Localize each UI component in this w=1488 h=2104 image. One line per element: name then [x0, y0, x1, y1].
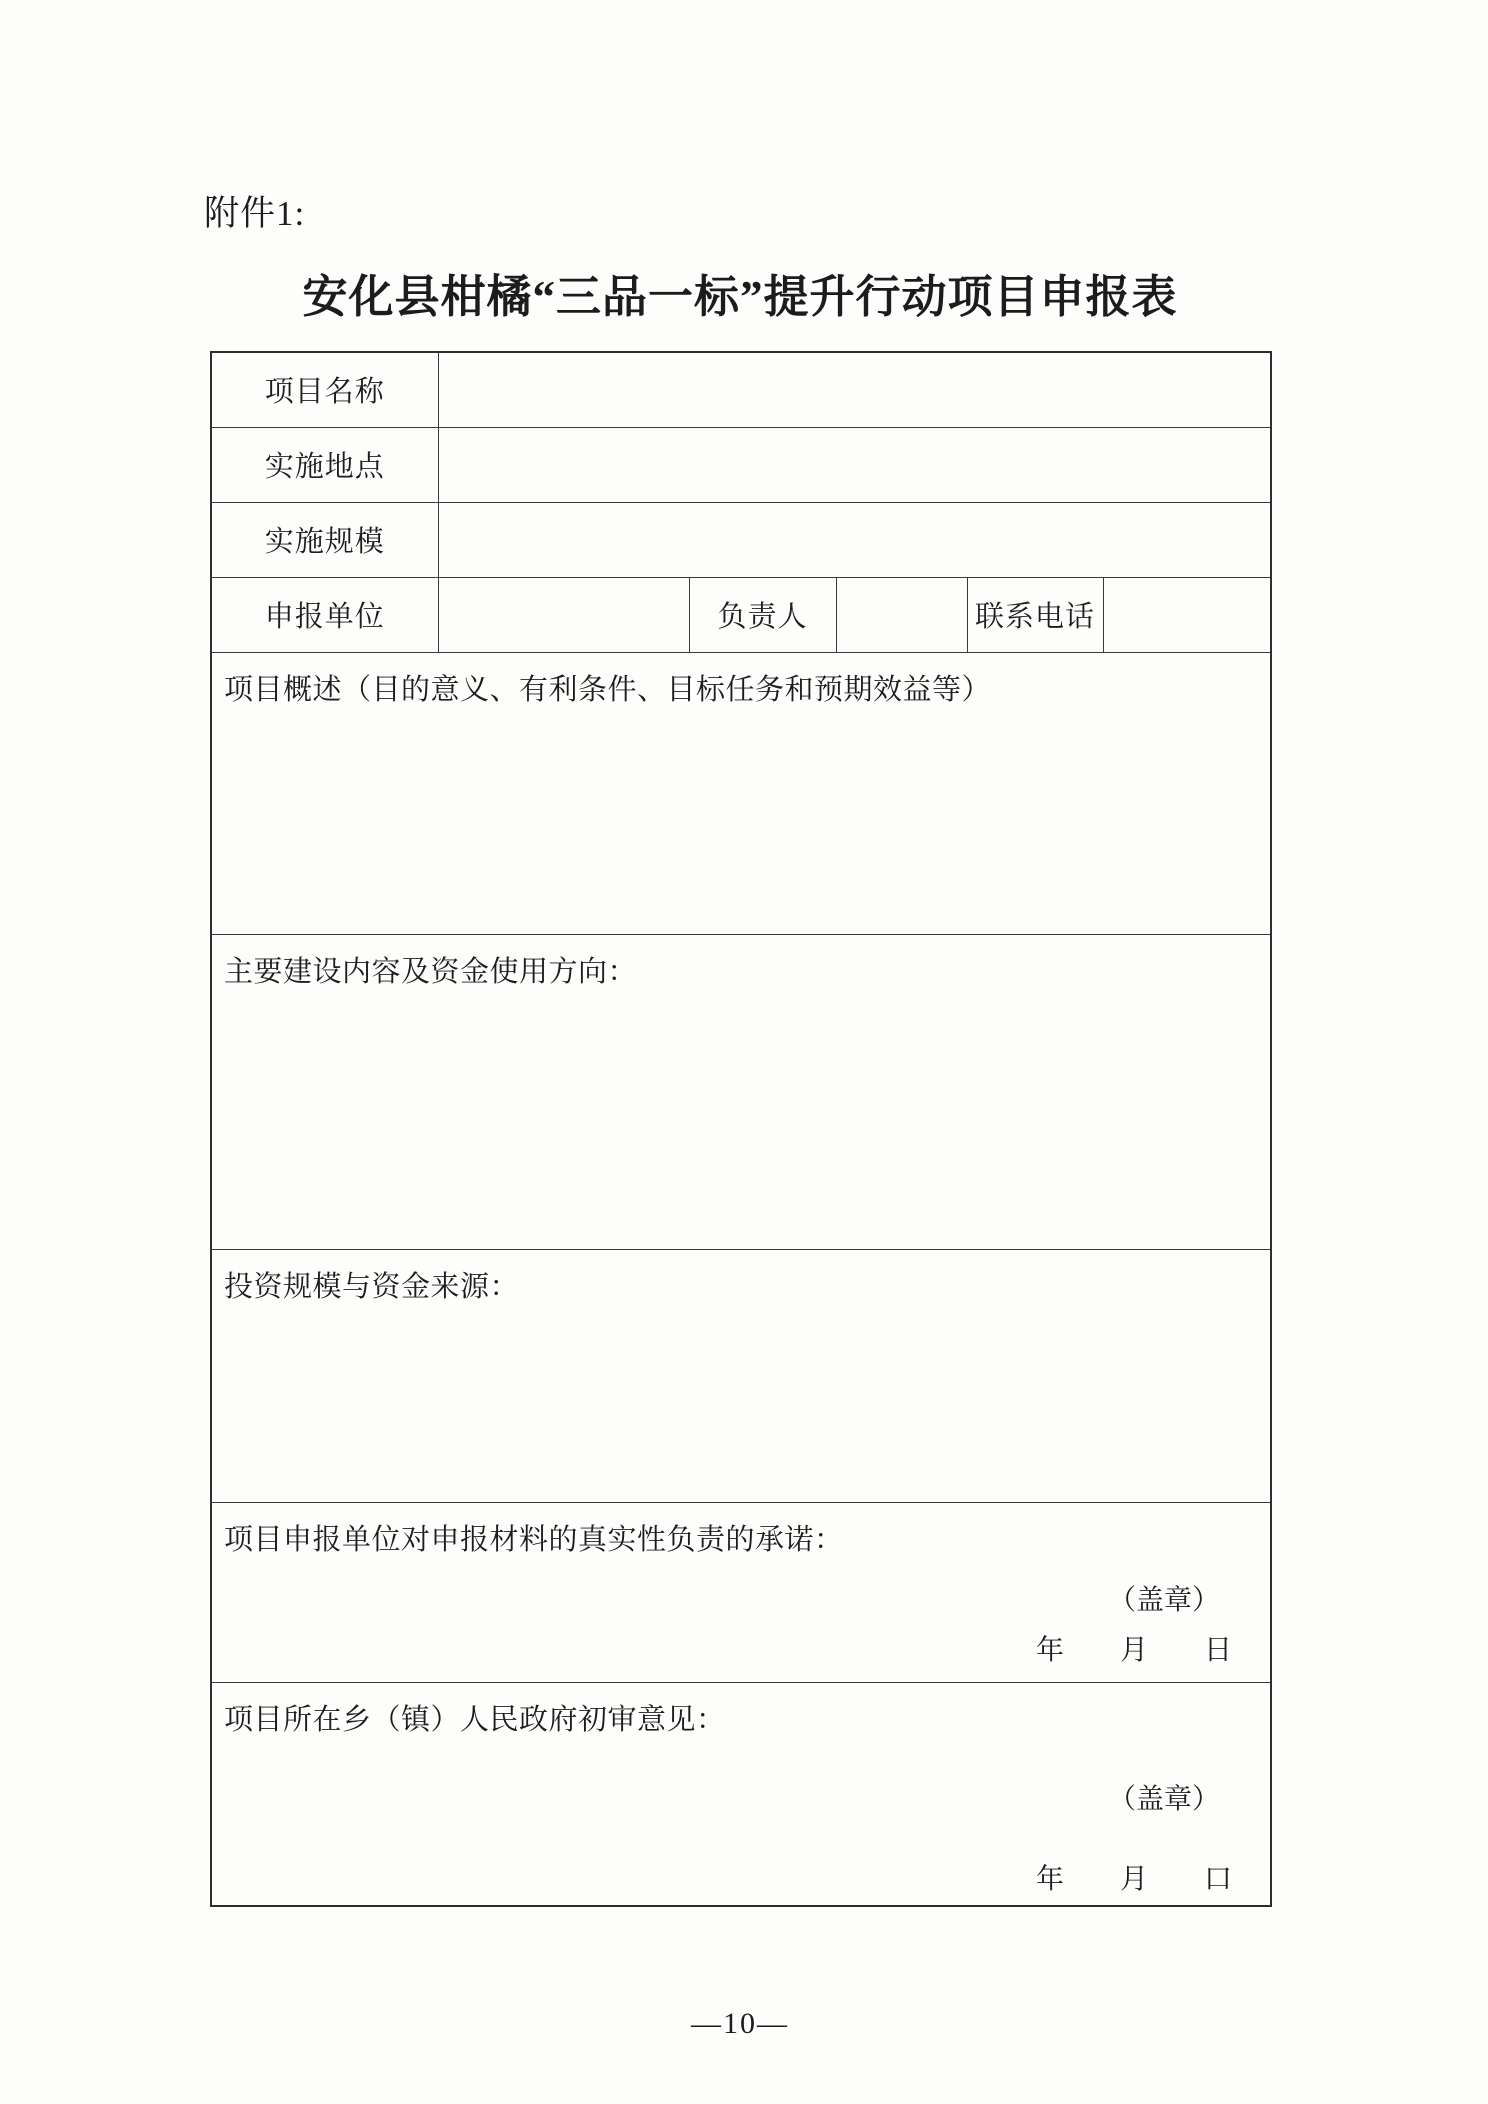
table-row-government-review: [211, 1682, 1271, 1906]
project-overview-heading: 项目概述（目的意义、有利条件、目标任务和预期效益等）: [224, 673, 992, 706]
authenticity-commitment-section: [211, 1502, 1271, 1682]
application-form-table: [210, 351, 1272, 1907]
table-row-project-overview: [211, 652, 1271, 934]
applicant-unit-label: 申报单位: [211, 577, 438, 652]
table-row-investment-scale: [211, 1249, 1271, 1502]
leader-value-cell: [836, 577, 967, 652]
table-row-project-name: [211, 352, 1271, 427]
page-title: 安化县柑橘“三品一标”提升行动项目申报表: [302, 272, 1178, 322]
implementation-scale-value-cell: [438, 502, 1271, 577]
construction-content-section: [211, 934, 1271, 1249]
review-stamp-block: [1036, 1777, 1232, 1897]
implementation-location-value-cell: [438, 427, 1271, 502]
implementation-scale-label: 实施规模: [211, 502, 438, 577]
commitment-date-line: 年 月 日: [1036, 1634, 1233, 1666]
review-date-line: 年 月 口: [1036, 1864, 1233, 1895]
table-row-construction-content: [211, 934, 1271, 1249]
attachment-label: 附件1:: [204, 194, 306, 233]
table-row-authenticity-commitment: [211, 1502, 1271, 1682]
table-row-applicant: [211, 577, 1271, 652]
table-row-implementation-scale: [211, 502, 1271, 577]
government-review-heading: 项目所在乡（镇）人民政府初审意见：: [224, 1703, 726, 1736]
investment-scale-heading: 投资规模与资金来源：: [224, 1270, 520, 1303]
authenticity-commitment-heading: 项目申报单位对申报材料的真实性负责的承诺：: [224, 1523, 844, 1556]
applicant-unit-value-cell: [438, 577, 689, 652]
project-name-value-cell: [438, 352, 1271, 427]
project-overview-section: [211, 652, 1271, 934]
project-name-label: 项目名称: [211, 352, 438, 427]
document-content: [204, 0, 1270, 2041]
contact-phone-label: 联系电话: [967, 577, 1103, 652]
contact-phone-value-cell: [1103, 577, 1271, 652]
construction-content-heading: 主要建设内容及资金使用方向：: [224, 955, 638, 988]
investment-scale-section: [211, 1249, 1271, 1502]
government-review-section: [211, 1682, 1271, 1906]
implementation-location-label: 实施地点: [211, 427, 438, 502]
leader-label: 负责人: [689, 577, 836, 652]
table-row-implementation-location: [211, 427, 1271, 502]
review-stamp-label: （盖章）: [1108, 1784, 1221, 1815]
page-number: —10—: [691, 2007, 789, 2040]
commitment-stamp-label: （盖章）: [1108, 1584, 1221, 1616]
commitment-stamp-block: [1036, 1578, 1232, 1668]
